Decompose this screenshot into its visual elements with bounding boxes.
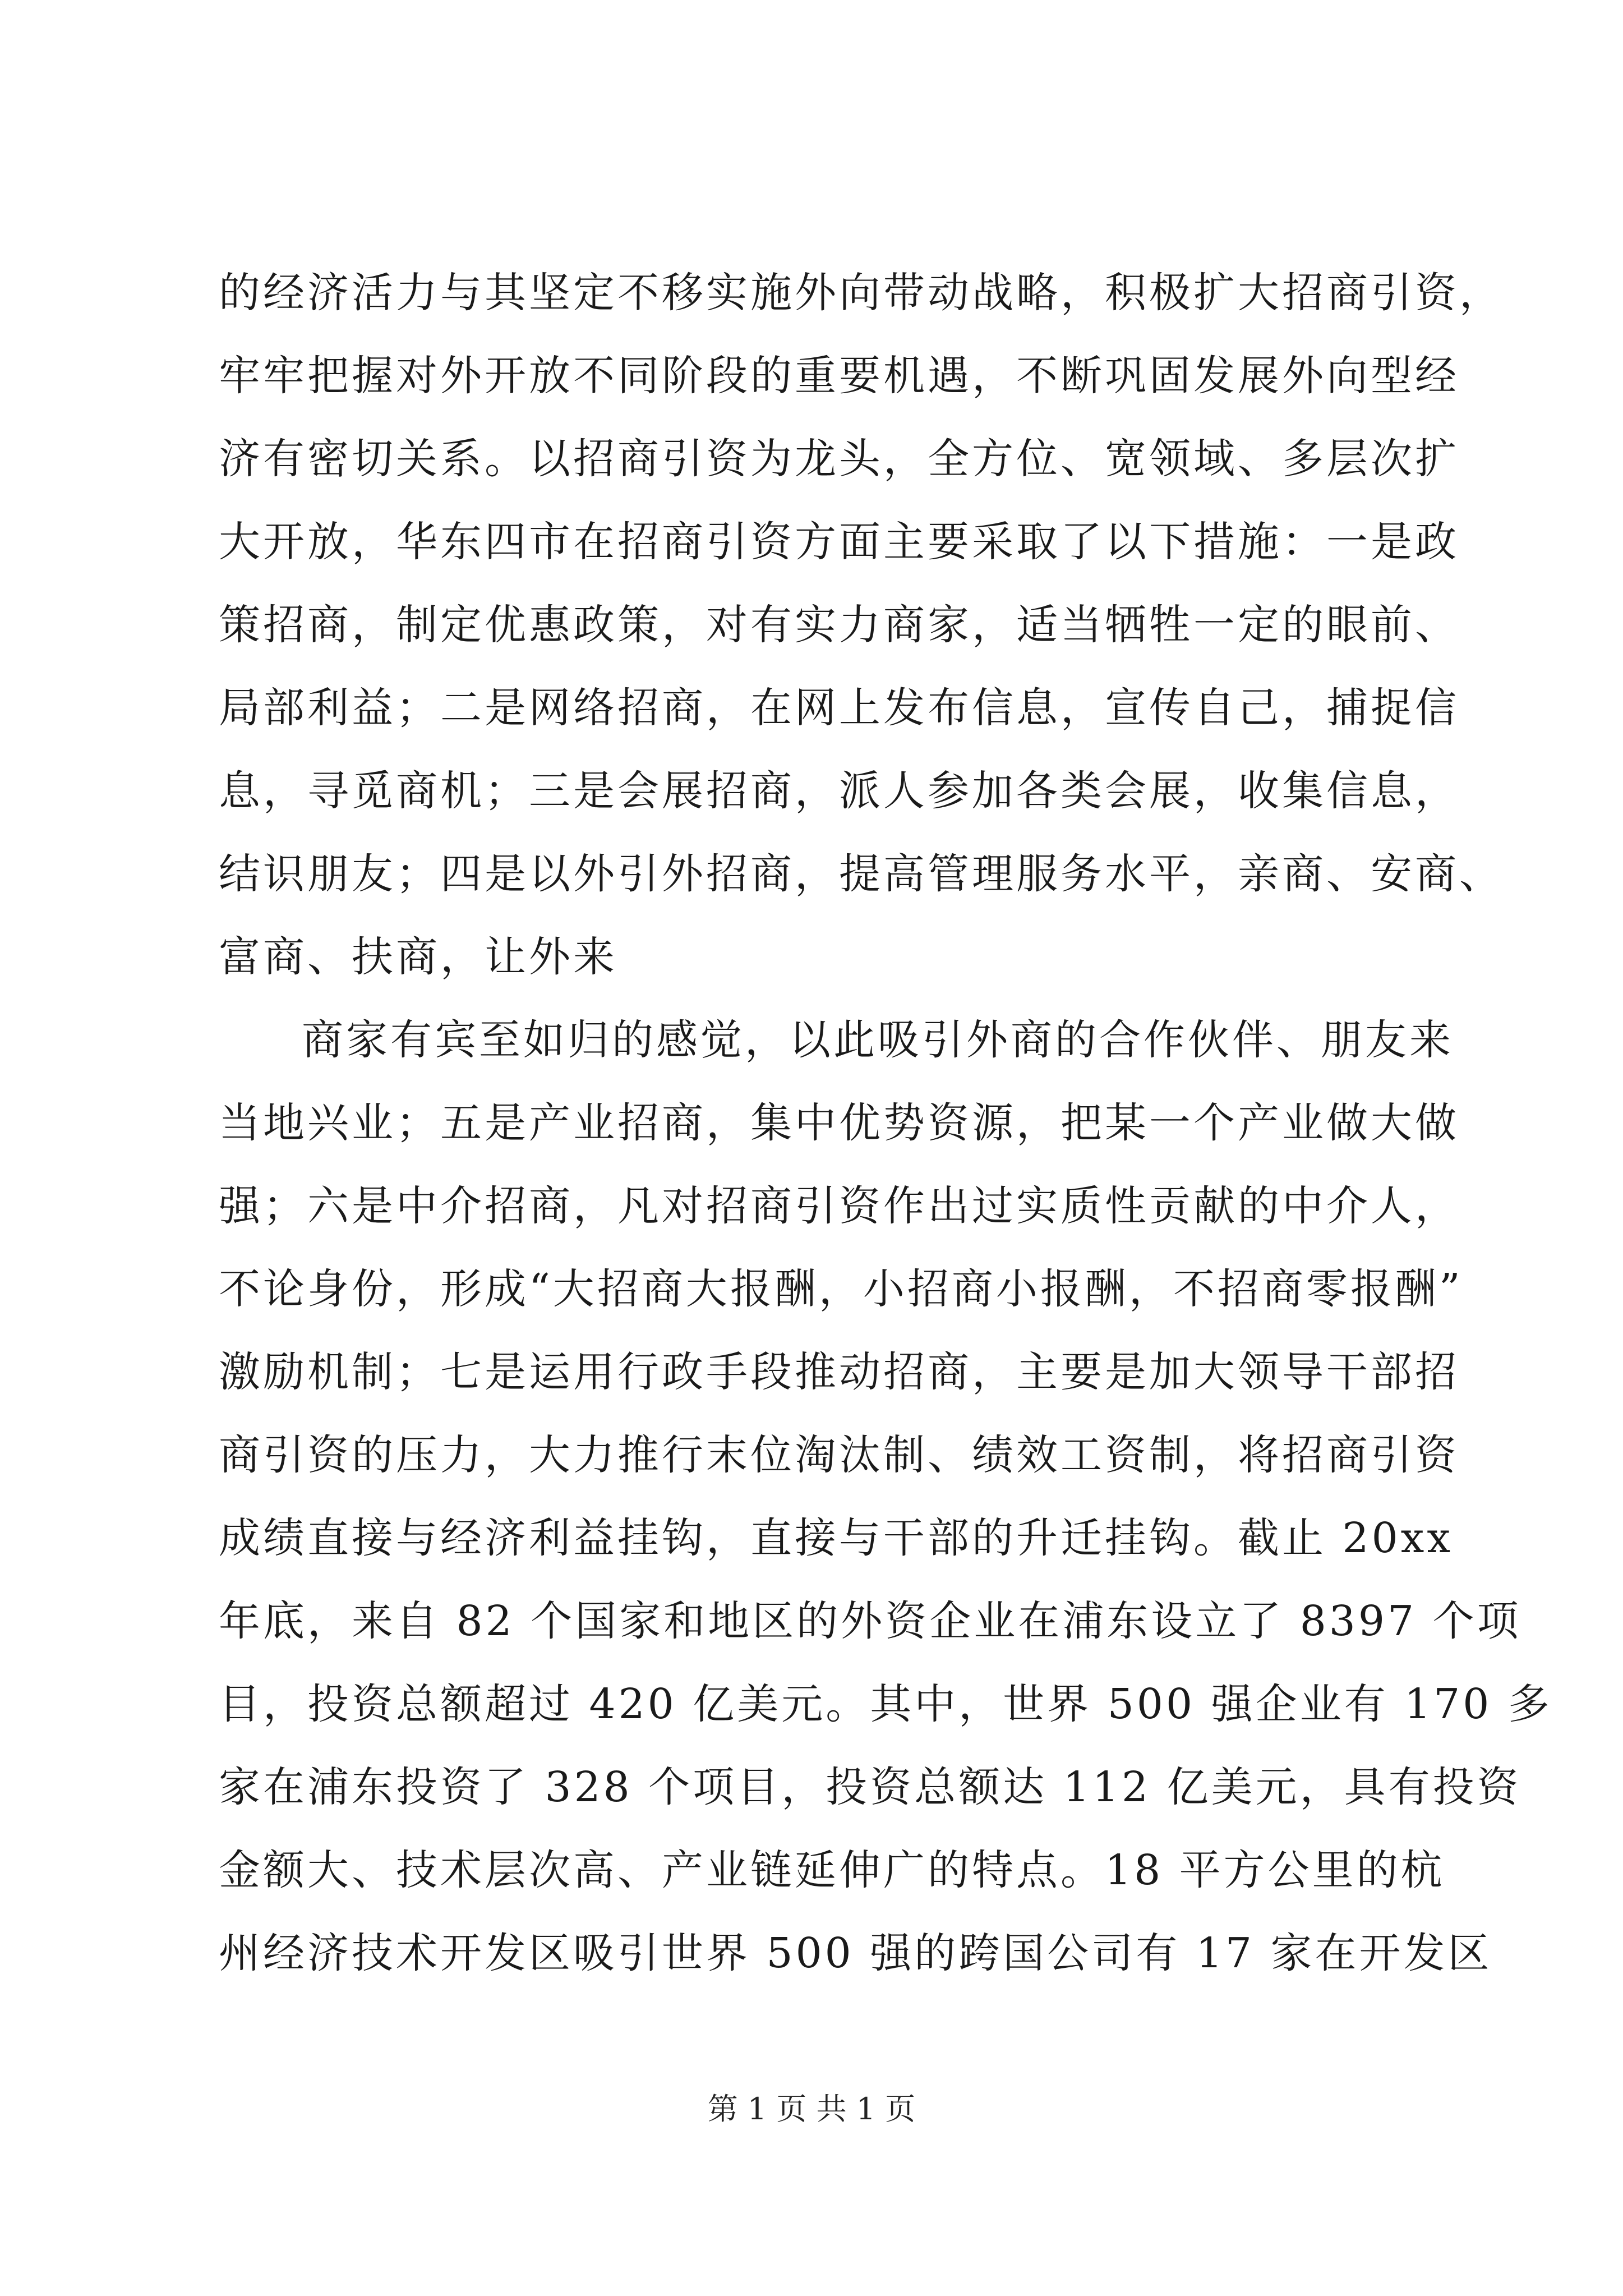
text-line: 息，寻觅商机；三是会展招商，派人参加各类会展，收集信息， [219,767,1459,815]
page-footer [0,2087,1623,2132]
text-line: 富商、扶商，让外来 [219,933,617,981]
paragraph-first-line: 商家有宾至如归的感觉，以此吸引外商的合作伙伴、朋友来 [302,1016,1454,1064]
text-line: 牢牢把握对外开放不同阶段的重要机遇，不断巩固发展外向型经 [219,352,1459,400]
text-line: 不论身份，形成“大招商大报酬，小招商小报酬，不招商零报酬” [219,1265,1463,1313]
text-line: 的经济活力与其坚定不移实施外向带动战略，积极扩大招商引资， [219,269,1504,317]
text-line: 大开放，华东四市在招商引资方面主要采取了以下措施：一是政 [219,518,1459,566]
text-line: 济有密切关系。以招商引资为龙头，全方位、宽领域、多层次扩 [219,435,1459,483]
text-line: 家在浦东投资了 328 个项目，投资总额达 112 亿美元，具有投资 [219,1763,1521,1811]
text-line: 激励机制；七是运用行政手段推动招商，主要是加大领导干部招 [219,1348,1459,1396]
document-body [219,251,1552,1995]
text-line: 商引资的压力，大力推行末位淘汰制、绩效工资制，将招商引资 [219,1431,1459,1479]
text-line: 目，投资总额超过 420 亿美元。其中，世界 500 强企业有 170 多 [219,1680,1552,1728]
text-line: 当地兴业；五是产业招商，集中优势资源，把某一个产业做大做 [219,1099,1459,1147]
page-number-label: 第 1 页 共 1 页 [707,2091,916,2127]
text-line: 局部利益；二是网络招商，在网上发布信息，宣传自己，捕捉信 [219,684,1459,732]
text-line: 强；六是中介招商，凡对招商引资作出过实质性贡献的中介人， [219,1182,1459,1230]
text-line: 年底，来自 82 个国家和地区的外资企业在浦东设立了 8397 个项 [219,1597,1521,1645]
text-line: 州经济技术开发区吸引世界 500 强的跨国公司有 17 家在开发区 [219,1929,1492,1977]
text-line: 成绩直接与经济利益挂钩，直接与干部的升迁挂钩。截止 20xx [219,1514,1454,1562]
text-line: 策招商，制定优惠政策，对有实力商家，适当牺牲一定的眼前、 [219,601,1459,649]
text-line: 结识朋友；四是以外引外招商，提高管理服务水平，亲商、安商、 [219,850,1504,898]
text-line: 金额大、技术层次高、产业链延伸广的特点。18 平方公里的杭 [219,1846,1445,1894]
